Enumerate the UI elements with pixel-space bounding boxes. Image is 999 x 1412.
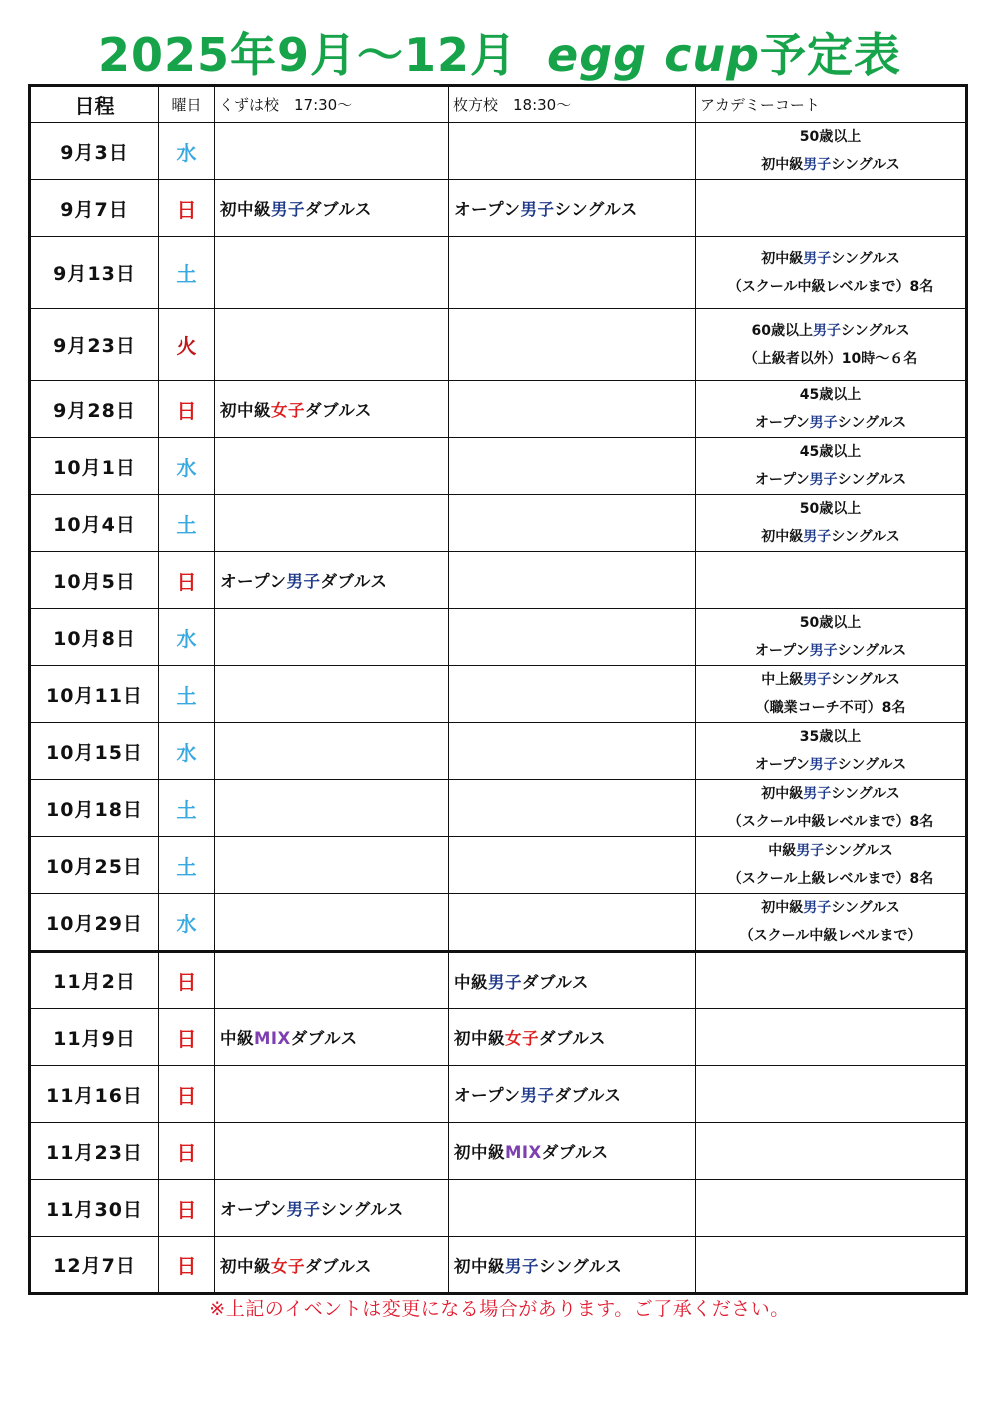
row-kuzuha-event bbox=[215, 894, 449, 952]
row-hirakata-event bbox=[449, 952, 696, 1009]
event-text-part: 中級 bbox=[454, 972, 488, 992]
row-hirakata-event bbox=[449, 381, 696, 438]
academy-line bbox=[696, 123, 965, 151]
row-kuzuha-event bbox=[215, 837, 449, 894]
event-text-part: 初中級 bbox=[761, 157, 804, 173]
event-text-part: ダブルス bbox=[305, 1256, 372, 1276]
event-text-part: オープン bbox=[754, 757, 810, 773]
academy-line bbox=[696, 609, 965, 637]
event-text-part: シングルス bbox=[837, 415, 907, 431]
academy-line bbox=[696, 666, 965, 694]
schedule-row bbox=[30, 1123, 967, 1180]
header-academy: アカデミーコート bbox=[696, 86, 967, 123]
row-academy-event bbox=[696, 438, 967, 495]
row-weekday: 土 bbox=[159, 666, 215, 723]
event-text-part: 男子 bbox=[505, 1256, 539, 1276]
event-text-part: 45歳以上 bbox=[799, 444, 862, 460]
row-academy-event bbox=[696, 552, 967, 609]
schedule-row bbox=[30, 309, 967, 381]
row-hirakata-event bbox=[449, 1066, 696, 1123]
event-text-part: （職業コーチ不可）8名 bbox=[755, 700, 906, 716]
event-text-part: シングルス bbox=[831, 900, 900, 916]
header-day: 曜日 bbox=[159, 86, 215, 123]
row-academy-event bbox=[696, 894, 967, 952]
header-hirakata: 枚方校 18:30～ bbox=[449, 86, 696, 123]
row-hirakata-event bbox=[449, 552, 696, 609]
row-kuzuha-event bbox=[215, 1180, 449, 1237]
academy-line bbox=[696, 637, 965, 665]
schedule-row bbox=[30, 723, 967, 780]
event-text-part: MIX bbox=[505, 1143, 542, 1162]
row-weekday: 日 bbox=[159, 952, 215, 1009]
row-weekday: 日 bbox=[159, 1066, 215, 1123]
row-hirakata-event bbox=[449, 1123, 696, 1180]
academy-line bbox=[696, 151, 965, 179]
academy-line bbox=[696, 808, 965, 836]
page-title bbox=[0, 22, 999, 88]
event-text-part: 初中級 bbox=[220, 401, 271, 420]
row-academy-event bbox=[696, 666, 967, 723]
academy-line bbox=[696, 438, 965, 466]
row-weekday: 水 bbox=[159, 894, 215, 952]
row-kuzuha-event bbox=[215, 1009, 449, 1066]
row-date: 10月11日 bbox=[30, 666, 159, 723]
event-text-part: シングルス bbox=[831, 786, 900, 802]
event-text-part: 男子 bbox=[803, 529, 832, 545]
event-text-part: MIX bbox=[254, 1029, 291, 1048]
row-hirakata-event bbox=[449, 666, 696, 723]
event-text-part: 男子 bbox=[803, 250, 832, 267]
row-academy-event bbox=[696, 837, 967, 894]
row-weekday: 水 bbox=[159, 609, 215, 666]
academy-line bbox=[696, 694, 965, 722]
row-kuzuha-event bbox=[215, 666, 449, 723]
row-academy-event bbox=[696, 495, 967, 552]
academy-line bbox=[696, 865, 965, 893]
row-academy-event bbox=[696, 381, 967, 438]
event-text-part: シングルス bbox=[837, 643, 907, 659]
event-text-part: ダブルス bbox=[290, 1029, 358, 1048]
row-kuzuha-event bbox=[215, 952, 449, 1009]
row-academy-event bbox=[696, 123, 967, 180]
row-academy-event bbox=[696, 1009, 967, 1066]
academy-line bbox=[696, 409, 965, 437]
event-text-part: 初中級 bbox=[454, 1029, 505, 1048]
row-weekday: 日 bbox=[159, 552, 215, 609]
row-hirakata-event bbox=[449, 1237, 696, 1294]
schedule-row bbox=[30, 952, 967, 1009]
event-text-part: 男子 bbox=[803, 900, 832, 916]
row-academy-event bbox=[696, 180, 967, 237]
academy-line bbox=[696, 345, 965, 373]
row-date: 10月1日 bbox=[30, 438, 159, 495]
event-text-part: シングルス bbox=[837, 757, 907, 773]
academy-line bbox=[696, 723, 965, 751]
event-text-part: シングルス bbox=[840, 322, 910, 339]
event-text-part: 女子 bbox=[505, 1029, 539, 1048]
event-text-part: 中級 bbox=[220, 1029, 254, 1048]
row-weekday: 日 bbox=[159, 1180, 215, 1237]
academy-line bbox=[696, 837, 965, 865]
row-hirakata-event bbox=[449, 309, 696, 381]
event-text-part: 45歳以上 bbox=[799, 387, 862, 403]
title-event-name: egg cup bbox=[547, 28, 761, 82]
row-weekday: 土 bbox=[159, 237, 215, 309]
event-text-part: ダブルス bbox=[305, 401, 372, 420]
event-text-part: 初中級 bbox=[220, 1256, 271, 1276]
event-text-part: 初中級 bbox=[761, 786, 804, 802]
header-date: 日程 bbox=[30, 86, 159, 123]
event-text-part: 初中級 bbox=[761, 900, 804, 916]
event-text-part: 男子 bbox=[286, 572, 321, 591]
row-kuzuha-event bbox=[215, 123, 449, 180]
event-text-part: 女子 bbox=[271, 401, 305, 420]
academy-line bbox=[696, 273, 965, 301]
row-academy-event bbox=[696, 237, 967, 309]
row-academy-event bbox=[696, 1066, 967, 1123]
event-text-part: ダブルス bbox=[554, 1086, 622, 1105]
event-text-part: シングルス bbox=[831, 157, 900, 173]
row-academy-event bbox=[696, 952, 967, 1009]
event-text-part: 男子 bbox=[271, 200, 305, 219]
event-text-part: 初中級 bbox=[220, 200, 271, 219]
row-date: 10月25日 bbox=[30, 837, 159, 894]
row-date: 10月4日 bbox=[30, 495, 159, 552]
event-text-part: 中上級 bbox=[761, 672, 804, 688]
row-hirakata-event bbox=[449, 609, 696, 666]
event-text-part: シングルス bbox=[824, 843, 893, 859]
header-row bbox=[30, 86, 967, 123]
event-text-part: 女子 bbox=[271, 1256, 305, 1276]
event-text-part: 50歳以上 bbox=[799, 129, 862, 145]
academy-line bbox=[696, 751, 965, 779]
row-hirakata-event bbox=[449, 894, 696, 952]
academy-line bbox=[696, 894, 965, 922]
row-hirakata-event bbox=[449, 123, 696, 180]
event-text-part: オープン bbox=[220, 1200, 287, 1219]
row-kuzuha-event bbox=[215, 1123, 449, 1180]
event-text-part: 男子 bbox=[809, 415, 838, 431]
event-text-part: 男子 bbox=[803, 672, 832, 688]
row-date: 9月23日 bbox=[30, 309, 159, 381]
row-kuzuha-event bbox=[215, 237, 449, 309]
row-academy-event bbox=[696, 1237, 967, 1294]
event-text-part: 男子 bbox=[803, 786, 832, 802]
academy-line bbox=[696, 466, 965, 494]
event-text-part: （スクール上級レベルまで）8名 bbox=[727, 871, 934, 887]
event-text-part: （スクール中級レベルまで）8名 bbox=[727, 278, 934, 295]
event-text-part: 男子 bbox=[809, 643, 838, 659]
event-text-part: 男子 bbox=[796, 843, 825, 859]
schedule-row bbox=[30, 1066, 967, 1123]
event-text-part: ダブルス bbox=[305, 200, 372, 219]
row-kuzuha-event bbox=[215, 780, 449, 837]
row-weekday: 水 bbox=[159, 723, 215, 780]
title-suffix: 予定表 bbox=[760, 28, 902, 82]
event-text-part: ダブルス bbox=[320, 572, 388, 591]
row-date: 12月7日 bbox=[30, 1237, 159, 1294]
event-text-part: 35歳以上 bbox=[799, 729, 862, 745]
row-date: 10月8日 bbox=[30, 609, 159, 666]
row-kuzuha-event bbox=[215, 1237, 449, 1294]
schedule-row bbox=[30, 381, 967, 438]
row-weekday: 水 bbox=[159, 438, 215, 495]
event-text-part: 男子 bbox=[520, 200, 555, 219]
row-kuzuha-event bbox=[215, 552, 449, 609]
event-text-part: シングルス bbox=[831, 529, 900, 545]
event-text-part: 男子 bbox=[803, 157, 832, 173]
event-text-part: オープン bbox=[454, 200, 521, 219]
event-text-part: 50歳以上 bbox=[799, 615, 862, 631]
row-date: 10月5日 bbox=[30, 552, 159, 609]
academy-line bbox=[696, 317, 965, 345]
schedule-row bbox=[30, 609, 967, 666]
event-text-part: 男子 bbox=[286, 1200, 321, 1219]
row-date: 11月30日 bbox=[30, 1180, 159, 1237]
change-notice: ※上記のイベントは変更になる場合があります。ご了承ください。 bbox=[209, 1298, 790, 1320]
row-hirakata-event bbox=[449, 237, 696, 309]
row-weekday: 火 bbox=[159, 309, 215, 381]
event-text-part: ダブルス bbox=[541, 1143, 609, 1162]
event-text-part: ダブルス bbox=[539, 1029, 606, 1048]
event-text-part: 男子 bbox=[809, 472, 838, 488]
row-weekday: 日 bbox=[159, 180, 215, 237]
event-text-part: シングルス bbox=[554, 200, 638, 219]
row-kuzuha-event bbox=[215, 609, 449, 666]
academy-line bbox=[696, 495, 965, 523]
row-hirakata-event bbox=[449, 495, 696, 552]
row-kuzuha-event bbox=[215, 723, 449, 780]
row-hirakata-event bbox=[449, 180, 696, 237]
row-date: 9月7日 bbox=[30, 180, 159, 237]
row-hirakata-event bbox=[449, 1009, 696, 1066]
row-academy-event bbox=[696, 609, 967, 666]
schedule-table bbox=[28, 84, 968, 1295]
event-text-part: （スクール中級レベルまで）8名 bbox=[727, 814, 934, 830]
row-weekday: 日 bbox=[159, 1009, 215, 1066]
schedule-row bbox=[30, 552, 967, 609]
event-text-part: 男子 bbox=[809, 757, 838, 773]
row-date: 10月15日 bbox=[30, 723, 159, 780]
row-date: 11月9日 bbox=[30, 1009, 159, 1066]
row-weekday: 水 bbox=[159, 123, 215, 180]
schedule-row bbox=[30, 438, 967, 495]
schedule-body bbox=[30, 123, 967, 1294]
row-weekday: 土 bbox=[159, 837, 215, 894]
academy-line bbox=[696, 245, 965, 273]
row-kuzuha-event bbox=[215, 495, 449, 552]
row-academy-event bbox=[696, 1180, 967, 1237]
schedule-row bbox=[30, 1237, 967, 1294]
row-academy-event bbox=[696, 780, 967, 837]
row-kuzuha-event bbox=[215, 180, 449, 237]
event-text-part: オープン bbox=[454, 1086, 521, 1105]
event-text-part: シングルス bbox=[837, 472, 907, 488]
row-date: 9月3日 bbox=[30, 123, 159, 180]
schedule-row bbox=[30, 666, 967, 723]
schedule-row bbox=[30, 780, 967, 837]
event-text-part: （上級者以外）10時～６名 bbox=[743, 350, 918, 367]
row-kuzuha-event bbox=[215, 309, 449, 381]
row-date: 9月13日 bbox=[30, 237, 159, 309]
event-text-part: オープン bbox=[754, 415, 810, 431]
row-hirakata-event bbox=[449, 837, 696, 894]
title-date-range: 2025年9月～12月 bbox=[97, 28, 518, 82]
schedule-row bbox=[30, 1009, 967, 1066]
row-academy-event bbox=[696, 1123, 967, 1180]
event-text-part: 男子 bbox=[812, 322, 841, 339]
academy-line bbox=[696, 780, 965, 808]
event-text-part: 男子 bbox=[488, 972, 522, 992]
header-kuzuha: くずは校 17:30～ bbox=[215, 86, 449, 123]
row-date: 9月28日 bbox=[30, 381, 159, 438]
event-text-part: シングルス bbox=[539, 1256, 623, 1276]
row-academy-event bbox=[696, 723, 967, 780]
event-text-part: オープン bbox=[220, 572, 287, 591]
event-text-part: 男子 bbox=[520, 1086, 555, 1105]
schedule-row bbox=[30, 180, 967, 237]
row-kuzuha-event bbox=[215, 438, 449, 495]
row-hirakata-event bbox=[449, 438, 696, 495]
event-text-part: ダブルス bbox=[522, 972, 589, 992]
row-academy-event bbox=[696, 309, 967, 381]
row-date: 10月18日 bbox=[30, 780, 159, 837]
row-kuzuha-event bbox=[215, 1066, 449, 1123]
event-text-part: （スクール中級レベルまで） bbox=[739, 928, 922, 944]
event-text-part: 初中級 bbox=[761, 250, 804, 267]
event-text-part: シングルス bbox=[320, 1200, 404, 1219]
row-hirakata-event bbox=[449, 723, 696, 780]
academy-line bbox=[696, 381, 965, 409]
row-weekday: 土 bbox=[159, 780, 215, 837]
event-text-part: 初中級 bbox=[454, 1143, 505, 1162]
event-text-part: オープン bbox=[754, 643, 810, 659]
academy-line bbox=[696, 922, 965, 950]
row-weekday: 日 bbox=[159, 381, 215, 438]
row-date: 11月23日 bbox=[30, 1123, 159, 1180]
event-text-part: 中級 bbox=[768, 843, 797, 859]
schedule-row bbox=[30, 237, 967, 309]
row-date: 11月16日 bbox=[30, 1066, 159, 1123]
schedule-row bbox=[30, 1180, 967, 1237]
row-weekday: 日 bbox=[159, 1237, 215, 1294]
row-weekday: 日 bbox=[159, 1123, 215, 1180]
event-text-part: オープン bbox=[754, 472, 810, 488]
row-kuzuha-event bbox=[215, 381, 449, 438]
schedule-row bbox=[30, 495, 967, 552]
row-hirakata-event bbox=[449, 780, 696, 837]
event-text-part: シングルス bbox=[831, 672, 900, 688]
row-date: 10月29日 bbox=[30, 894, 159, 952]
event-text-part: シングルス bbox=[831, 250, 900, 267]
event-text-part: 60歳以上 bbox=[751, 322, 813, 339]
schedule-row bbox=[30, 894, 967, 952]
row-date: 11月2日 bbox=[30, 952, 159, 1009]
row-hirakata-event bbox=[449, 1180, 696, 1237]
event-text-part: 50歳以上 bbox=[799, 501, 862, 517]
row-weekday: 土 bbox=[159, 495, 215, 552]
academy-line bbox=[696, 523, 965, 551]
schedule-row bbox=[30, 837, 967, 894]
event-text-part: 初中級 bbox=[761, 529, 804, 545]
event-text-part: 初中級 bbox=[454, 1256, 505, 1276]
schedule-row bbox=[30, 123, 967, 180]
